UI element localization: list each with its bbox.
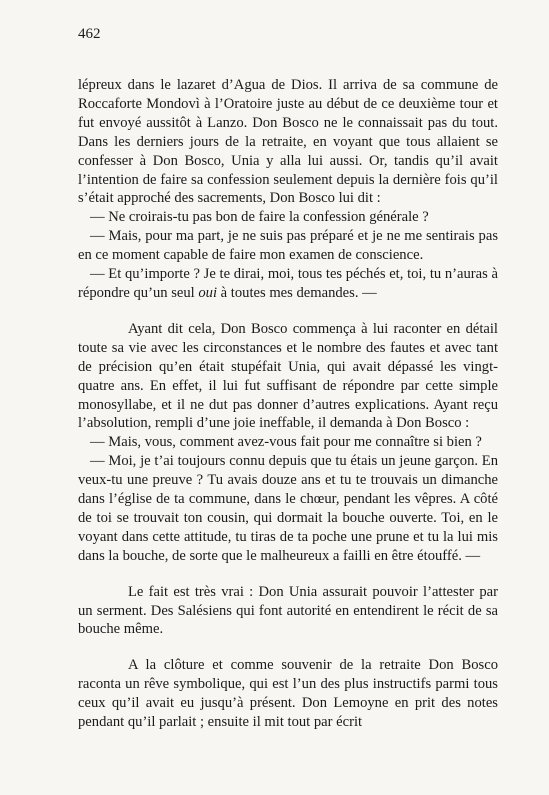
dialog-line-2: — Mais, pour ma part, je ne suis pas préparé et je ne me sentirais pas en ce moment capable de faire mon examen de conscience. bbox=[78, 228, 498, 264]
emphasis-oui: oui bbox=[198, 284, 218, 301]
page-number: 462 bbox=[78, 26, 101, 42]
dialog-line-3-part-2: à toutes mes demandes. — bbox=[217, 284, 377, 301]
dialog-line-4: — Mais, vous, comment avez-vous fait pour me connaître si bien ? bbox=[90, 434, 482, 451]
text-block bbox=[78, 76, 498, 732]
paragraph-4: A la clôture et comme souvenir de la retraite Don Bosco raconta un rêve symbolique, qui est l’un des plus instructifs parmi tous ceux qu’il avait eu jusqu’à présent. Don Lemoyne en prit des notes pendant qu’il parlait ; ensuite il mit tout par écrit bbox=[78, 657, 498, 731]
paragraph-1: lépreux dans le lazaret d’Agua de Dios. Il arriva de sa commune de Roccaforte Mondovì à l’Oratoire juste au début de ce deuxième tour et fut envoyé aussitôt à Lanzo. Don Bosco ne le connaissait pas du tout. Dans les derniers jours de la retraite, en voyant que tous allaient se confesser à Don Bosco, Unia y alla lui aussi. Or, tandis qu’il avait l’intention de faire sa confession seulement depuis la dernière fois qu’il s’était approché des sacrements, Don Bosco lui dit : bbox=[78, 77, 498, 207]
paragraph-2: Ayant dit cela, Don Bosco commença à lui raconter en détail toute sa vie avec les circonstances et le nombre des fautes et avec tant de précision qu’en était stupéfait Unia, qui avait dépassé les vingt-quatre ans. En effet, il lui fut suffisant de répondre par cette simple monosyllabe, et il ne dut pas donner d’autres explications. Ayant reçu l’absolution, rempli d’une joie ineffable, il demanda à Don Bosco : bbox=[78, 320, 498, 432]
dialog-line-3 bbox=[78, 265, 498, 303]
dialog-line-1: — Ne croirais-tu pas bon de faire la confession générale ? bbox=[90, 209, 429, 226]
paragraph-3: Le fait est très vrai : Don Unia assurait pouvoir l’attester par un serment. Des Salésiens qui font autorité en entendirent le récit de sa bouche même. bbox=[78, 583, 498, 638]
dialog-line-3-part-1: — Et qu’importe ? Je te dirai, moi, tous tes péchés et, toi, tu n’auras à répondre qu’un seul bbox=[78, 266, 498, 301]
dialog-line-5: — Moi, je t’ai toujours connu depuis que tu étais un jeune garçon. En veux-tu une preuve ? Tu avais douze ans et tu te trouvais un dimanche dans l’église de ta commune, dans le chœur, pendant les vêpres. A côté de toi se trouvait ton cousin, qui dormait la bouche ouverte. Toi, en le voyant dans cette attitude, tu tiras de ta poche une prune et tu la lui mis dans la bouche, de sorte que le malheureux a failli en être étouffé. — bbox=[78, 453, 498, 564]
